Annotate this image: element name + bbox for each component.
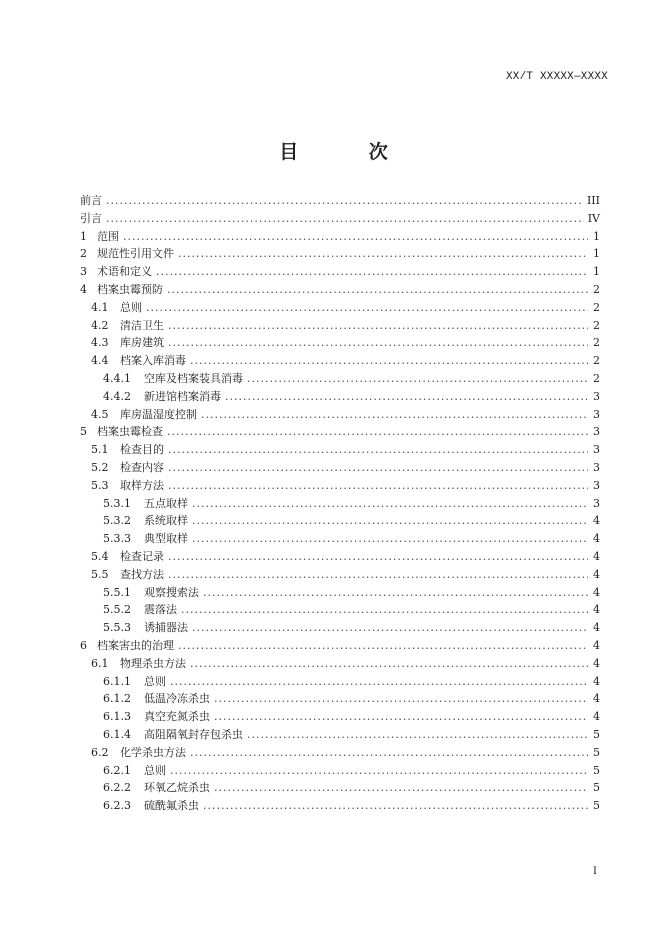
toc-entry-page: 2 [593, 318, 600, 332]
dot-leader [190, 353, 588, 369]
toc-entry-number: 6.1.3 [103, 710, 131, 724]
toc-entry-number: 1 [80, 229, 87, 243]
toc-entry-label: 范围 [97, 229, 119, 243]
dot-leader [203, 585, 588, 601]
toc-entry-number: 4.1 [91, 300, 109, 314]
toc-entry[interactable] [103, 496, 600, 512]
toc-entry-number: 5.3 [91, 478, 109, 492]
toc-entry[interactable] [103, 691, 600, 707]
dot-leader [214, 780, 588, 796]
toc-entry[interactable] [80, 264, 600, 280]
toc-entry-label: 高阻隔氧封存包杀虫 [144, 728, 243, 741]
toc-entry-number: 5.5.1 [103, 585, 131, 599]
toc-entry[interactable] [91, 478, 600, 494]
toc-entry-number: 6.2.3 [103, 799, 131, 813]
toc-entry-label: 库房建筑 [120, 336, 164, 350]
toc-entry-number: 5.3.3 [103, 532, 131, 546]
toc-entry-page: IV [587, 211, 600, 225]
toc-entry-label: 系统取样 [144, 514, 188, 528]
toc-entry[interactable] [103, 780, 600, 796]
toc-entry-page: 1 [593, 229, 600, 243]
toc-entry-label: 诱捕器法 [144, 621, 188, 635]
toc-entry-page: 4 [593, 585, 600, 599]
toc-entry-label: 检查目的 [120, 443, 164, 457]
toc-entry[interactable] [91, 549, 600, 565]
dot-leader [168, 335, 588, 351]
toc-entry[interactable] [103, 674, 600, 690]
dot-leader [167, 424, 588, 440]
toc-entry-label: 检查内容 [120, 461, 164, 474]
document-code: XX/T XXXXX—XXXX [505, 71, 608, 83]
toc-entry-label: 引言 [80, 211, 102, 225]
toc-entry[interactable] [103, 727, 600, 743]
toc-entry[interactable] [91, 407, 600, 423]
toc-entry-page: 2 [593, 354, 600, 368]
toc-entry-label: 环氧乙烷杀虫 [144, 781, 210, 795]
toc-entry-label: 空库及档案装具消毒 [144, 372, 243, 385]
dot-leader [178, 246, 588, 262]
toc-entry-page: 5 [593, 745, 600, 759]
toc-entry-page: 5 [593, 781, 600, 795]
toc-entry-page: 2 [593, 336, 600, 350]
toc-entry-number: 5.3.2 [103, 514, 131, 528]
toc-entry-label: 典型取样 [144, 532, 188, 546]
dot-leader [247, 727, 588, 743]
toc-entry-number: 2 [80, 247, 87, 261]
toc-entry-label: 取样方法 [120, 478, 164, 492]
dot-leader [192, 620, 588, 636]
toc-entry[interactable] [91, 318, 600, 334]
dot-leader [203, 798, 588, 814]
dot-leader [156, 264, 588, 280]
dot-leader [123, 229, 588, 245]
toc-entry-page: 2 [593, 372, 600, 385]
toc-entry-number: 6.2.1 [103, 763, 131, 777]
toc-entry[interactable] [80, 211, 600, 227]
toc-entry-page: 1 [593, 265, 600, 279]
toc-entry[interactable] [91, 656, 600, 672]
toc-entry-page: 4 [593, 603, 600, 617]
dot-leader [146, 300, 588, 316]
toc-entry-page: 3 [593, 496, 600, 510]
toc-entry-page: 3 [593, 407, 600, 421]
dot-leader [106, 193, 583, 209]
toc-entry[interactable] [80, 193, 600, 209]
dot-leader [167, 282, 588, 298]
toc-entry-label: 档案害虫的治理 [97, 639, 174, 652]
toc-entry[interactable] [103, 620, 600, 636]
toc-entry-page: III [586, 194, 600, 207]
toc-entry-number: 3 [80, 265, 87, 279]
toc-entry-label: 总则 [144, 763, 166, 777]
toc-entry-page: 3 [593, 443, 600, 457]
toc-entry[interactable] [103, 798, 600, 814]
toc-entry-number: 4.4 [91, 354, 109, 368]
dot-leader [192, 531, 588, 547]
toc-entry-label: 总则 [120, 300, 142, 314]
dot-leader [181, 602, 588, 618]
toc-entry-label: 物理杀虫方法 [120, 656, 186, 670]
toc-entry-number: 4.4.2 [103, 389, 131, 403]
toc-entry-label: 库房温湿度控制 [120, 407, 197, 421]
toc-entry-label: 低温冷冻杀虫 [144, 692, 210, 706]
toc-entry-page: 2 [593, 283, 600, 296]
toc-entry[interactable] [91, 335, 600, 351]
dot-leader [190, 745, 588, 761]
toc-entry-number: 6.1.1 [103, 674, 131, 688]
toc-entry-page: 4 [593, 550, 600, 563]
toc-entry[interactable] [103, 513, 600, 529]
dot-leader [201, 407, 588, 423]
toc-entry-page: 3 [593, 461, 600, 474]
page-number: I [593, 866, 597, 877]
toc-entry-page: 4 [593, 639, 600, 652]
dot-leader [168, 460, 588, 476]
toc-entry-page: 4 [593, 710, 600, 724]
toc-entry[interactable] [80, 424, 600, 440]
toc-entry[interactable] [103, 709, 600, 725]
toc-entry-page: 4 [593, 532, 600, 546]
toc-entry[interactable] [103, 602, 600, 618]
toc-entry-label: 前言 [80, 194, 102, 207]
toc-entry-number: 5.3.1 [103, 496, 131, 510]
toc-entry-page: 4 [593, 692, 600, 706]
toc-entry-label: 新进馆档案消毒 [144, 389, 221, 403]
toc-entry-label: 真空充氮杀虫 [144, 710, 210, 724]
toc-entry[interactable] [103, 763, 600, 779]
toc-entry[interactable] [91, 442, 600, 458]
toc-entry-label: 总则 [144, 674, 166, 688]
toc-entry-number: 5.1 [91, 443, 109, 457]
toc-entry[interactable] [91, 460, 600, 476]
toc-entry-label: 档案虫霉检查 [97, 425, 163, 439]
toc-entry-number: 4.4.1 [103, 372, 131, 385]
toc-entry-number: 6 [80, 639, 87, 652]
dot-leader [214, 709, 588, 725]
toc-entry-label: 档案入库消毒 [120, 354, 186, 368]
toc-entry[interactable] [80, 638, 600, 654]
toc-entry-number: 4 [80, 283, 87, 296]
toc-entry[interactable] [80, 282, 600, 298]
toc-entry-page: 4 [593, 674, 600, 688]
toc-entry[interactable] [103, 371, 600, 387]
dot-leader [168, 567, 588, 583]
toc-entry-page: 2 [593, 300, 600, 314]
toc-entry[interactable] [91, 745, 600, 761]
toc-entry-page: 3 [593, 478, 600, 492]
toc-entry-number: 5.5 [91, 567, 109, 581]
toc-entry[interactable] [80, 246, 600, 262]
dot-leader [192, 513, 588, 529]
toc-entry[interactable] [103, 531, 600, 547]
dot-leader [225, 389, 588, 405]
toc-entry-label: 术语和定义 [97, 265, 152, 279]
toc-entry[interactable] [91, 300, 600, 316]
toc-entry-label: 硫酰氟杀虫 [144, 799, 199, 813]
dot-leader [170, 763, 588, 779]
toc-entry-page: 4 [593, 621, 600, 635]
dot-leader [192, 496, 588, 512]
toc-entry-page: 5 [593, 763, 600, 777]
toc-entry[interactable] [103, 389, 600, 405]
dot-leader [168, 318, 588, 334]
toc-entry-label: 震落法 [144, 603, 177, 617]
toc-entry[interactable] [91, 353, 600, 369]
toc-entry-number: 4.3 [91, 336, 109, 350]
toc-entry-number: 4.2 [91, 318, 109, 332]
toc-entry[interactable] [103, 585, 600, 601]
toc-entry-label: 五点取样 [144, 496, 188, 510]
toc-entry-number: 4.5 [91, 407, 109, 421]
toc-entry[interactable] [91, 567, 600, 583]
toc-entry-page: 1 [593, 247, 600, 261]
toc-entry-number: 5.2 [91, 461, 109, 474]
toc-entry-page: 3 [593, 425, 600, 439]
toc-entry-page: 5 [593, 728, 600, 741]
toc-entry-number: 5.4 [91, 550, 109, 563]
dot-leader [168, 442, 588, 458]
dot-leader [178, 638, 588, 654]
toc-entry-number: 5.5.2 [103, 603, 131, 617]
toc-entry-label: 规范性引用文件 [97, 247, 174, 261]
dot-leader [190, 656, 588, 672]
toc-entry-number: 6.1.4 [103, 728, 131, 741]
dot-leader [168, 478, 588, 494]
dot-leader [214, 691, 588, 707]
dot-leader [247, 371, 588, 387]
toc-entry-number: 6.1 [91, 656, 109, 670]
dot-leader [106, 211, 584, 227]
toc-entry-number: 5 [80, 425, 87, 439]
toc-title: 目 次 [279, 141, 420, 163]
toc-entry-number: 6.1.2 [103, 692, 131, 706]
toc-entry-label: 查找方法 [120, 567, 164, 581]
toc-entry-label: 检查记录 [120, 550, 164, 563]
dot-leader [170, 674, 588, 690]
dot-leader [168, 549, 588, 565]
toc-entry-page: 3 [593, 389, 600, 403]
toc-entry-page: 4 [593, 656, 600, 670]
toc-entry-page: 4 [593, 567, 600, 581]
toc-entry-label: 观察搜索法 [144, 585, 199, 599]
toc-entry-page: 5 [593, 799, 600, 813]
toc-entry-number: 6.2 [91, 745, 109, 759]
toc-entry-number: 5.5.3 [103, 621, 131, 635]
toc-entry-page: 4 [593, 514, 600, 528]
toc-entry[interactable] [80, 229, 600, 245]
toc-entry-number: 6.2.2 [103, 781, 131, 795]
toc-entry-label: 清洁卫生 [120, 318, 164, 332]
toc-entry-label: 化学杀虫方法 [120, 745, 186, 759]
toc-entry-label: 档案虫霉预防 [97, 283, 163, 296]
